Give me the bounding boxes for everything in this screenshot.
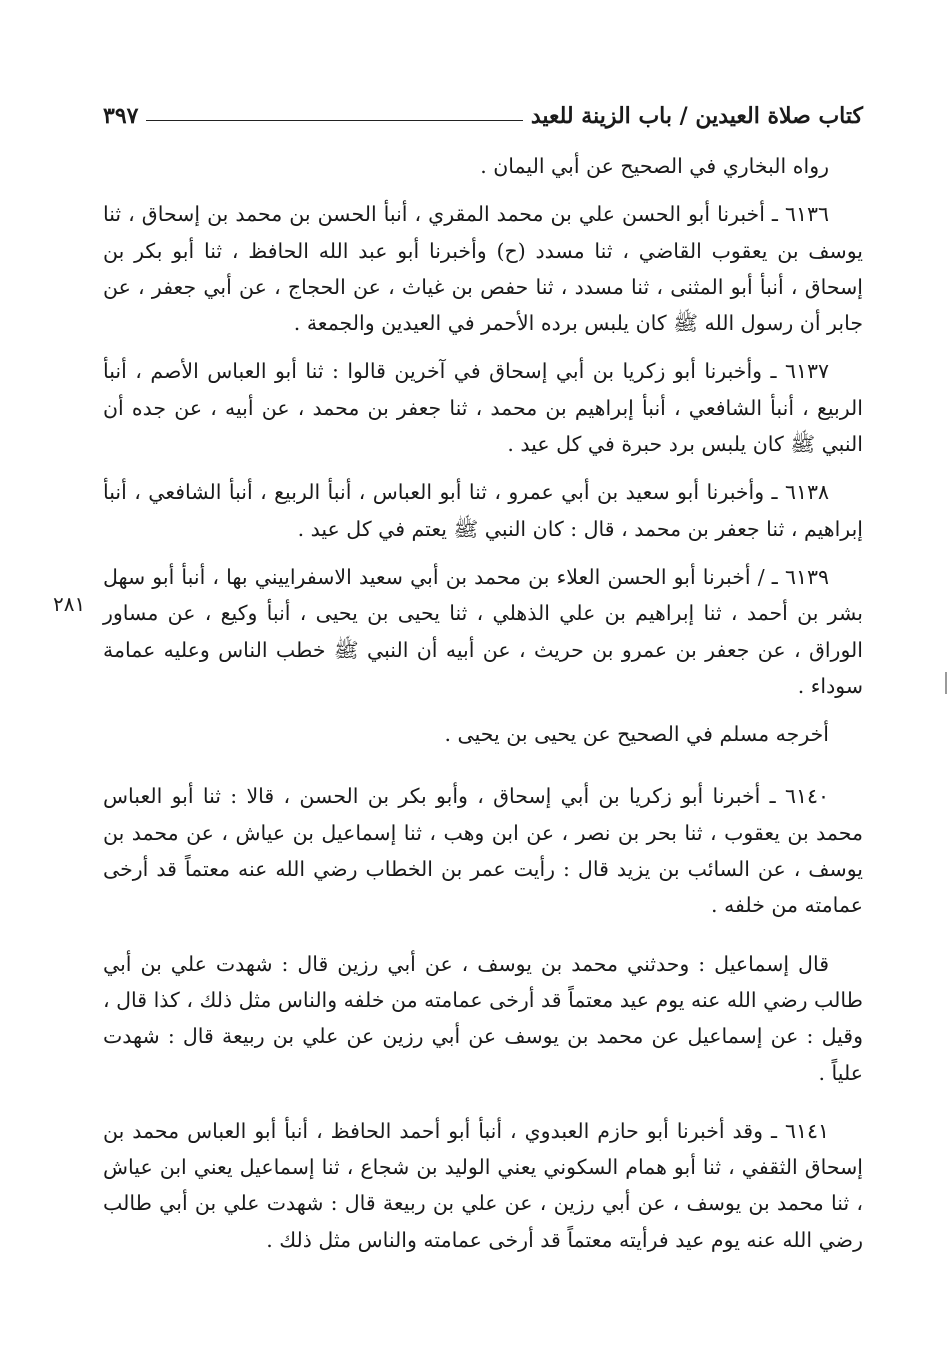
running-header <box>103 96 863 136</box>
page-body <box>103 148 863 1270</box>
page-number: ٣٩٧ <box>103 103 139 129</box>
hadith-6141: ٦١٤١ ـ وقد أخبرنا أبو حازم العبدوي ، أنبأ أبو أحمد الحافظ ، أنبأ أبو العباس محمد بن إسحاق الثقفي ، ثنا أبو همام السكوني يعني الوليد بن شجاع ، ثنا إسماعيل يعني ابن عياش ، ثنا محمد بن يوسف ، عن أبي رزين ، عن علي بن ربيعة قال : شهدت علي بن أبي طالب رضي الله عنه يوم عيد فرأيته معتماً قد أرخى عمامته والناس مثل ذلك . <box>103 1118 863 1252</box>
paragraph-ismail: قال إسماعيل : وحدثني محمد بن يوسف ، عن أبي رزين قال : شهدت علي بن أبي طالب رضي الله عنه يوم عيد معتماً قد أرخى عمامته من خلفه والناس مثل ذلك ، كذا قال ، وقيل : عن إسماعيل عن محمد بن يوسف عن أبي رزين عن علي بن ربيعة قال : شهدت علياً . <box>103 951 863 1085</box>
hadith-6137: ٦١٣٧ ـ وأخبرنا أبو زكريا بن أبي إسحاق في آخرين قالوا : ثنا أبو العباس الأصم ، أنبأ الربيع ، أنبأ الشافعي ، أنبأ إبراهيم بن محمد ، ثنا جعفر بن محمد ، عن أبيه ، عن جده أن النبي ﷺ كان يلبس برد حبرة في كل عيد . <box>103 359 863 457</box>
paragraph-bukhari: رواه البخاري في الصحيح عن أبي اليمان . <box>480 154 829 178</box>
header-rule <box>146 120 522 121</box>
hadith-6139: ٦١٣٩ ـ / أخبرنا أبو الحسن العلاء بن محمد بن أبي سعيد الاسفراييني بها ، أنبأ أبو سهل بشر بن أحمد ، ثنا إبراهيم بن علي الذهلي ، ثنا يحيى بن يحيى ، أنبأ وكيع ، عن مساور الوراق ، عن جعفر بن عمرو بن حريث ، عن أبيه أن النبي ﷺ خطب الناس وعليه عمامة سوداء . <box>103 564 863 698</box>
scan-edge-mark <box>945 672 947 694</box>
hadith-6136: ٦١٣٦ ـ أخبرنا أبو الحسن علي بن محمد المقري ، أنبأ الحسن بن محمد بن إسحاق ، ثنا يوسف بن يعقوب القاضي ، ثنا مسدد (ح) وأخبرنا أبو عبد الله الحافظ ، ثنا أبو بكر بن إسحاق ، أنبأ أبو المثنى ، ثنا مسدد ، ثنا حفص بن غياث ، عن الحجاج ، عن أبي جعفر ، عن جابر أن رسول الله ﷺ كان يلبس برده الأحمر في العيدين والجمعة . <box>103 202 863 336</box>
margin-folio-number: ٢٨١ <box>53 592 86 616</box>
paragraph-muslim: أخرجه مسلم في الصحيح عن يحيى بن يحيى . <box>444 722 829 747</box>
hadith-6138: ٦١٣٨ ـ وأخبرنا أبو سعيد بن أبي عمرو ، ثنا أبو العباس ، أنبأ الربيع ، أنبأ الشافعي ، أنبأ إبراهيم ، ثنا جعفر بن محمد ، قال : كان النبي ﷺ يعتم في كل عيد . <box>103 480 863 541</box>
hadith-6140: ٦١٤٠ ـ أخبرنا أبو زكريا بن أبي إسحاق ، وأبو بكر بن الحسن ، قالا : ثنا أبو العباس محمد بن يعقوب ، ثنا بحر بن نصر ، عن ابن وهب ، ثنا إسماعيل بن عياش ، عن محمد بن يوسف ، عن السائب بن يزيد قال : رأيت عمر بن الخطاب رضي الله عنه معتماً قد أرخى عمامته من خلفه . <box>103 784 863 918</box>
chapter-title: كتاب صلاة العيدين / باب الزينة للعيد <box>530 103 863 129</box>
